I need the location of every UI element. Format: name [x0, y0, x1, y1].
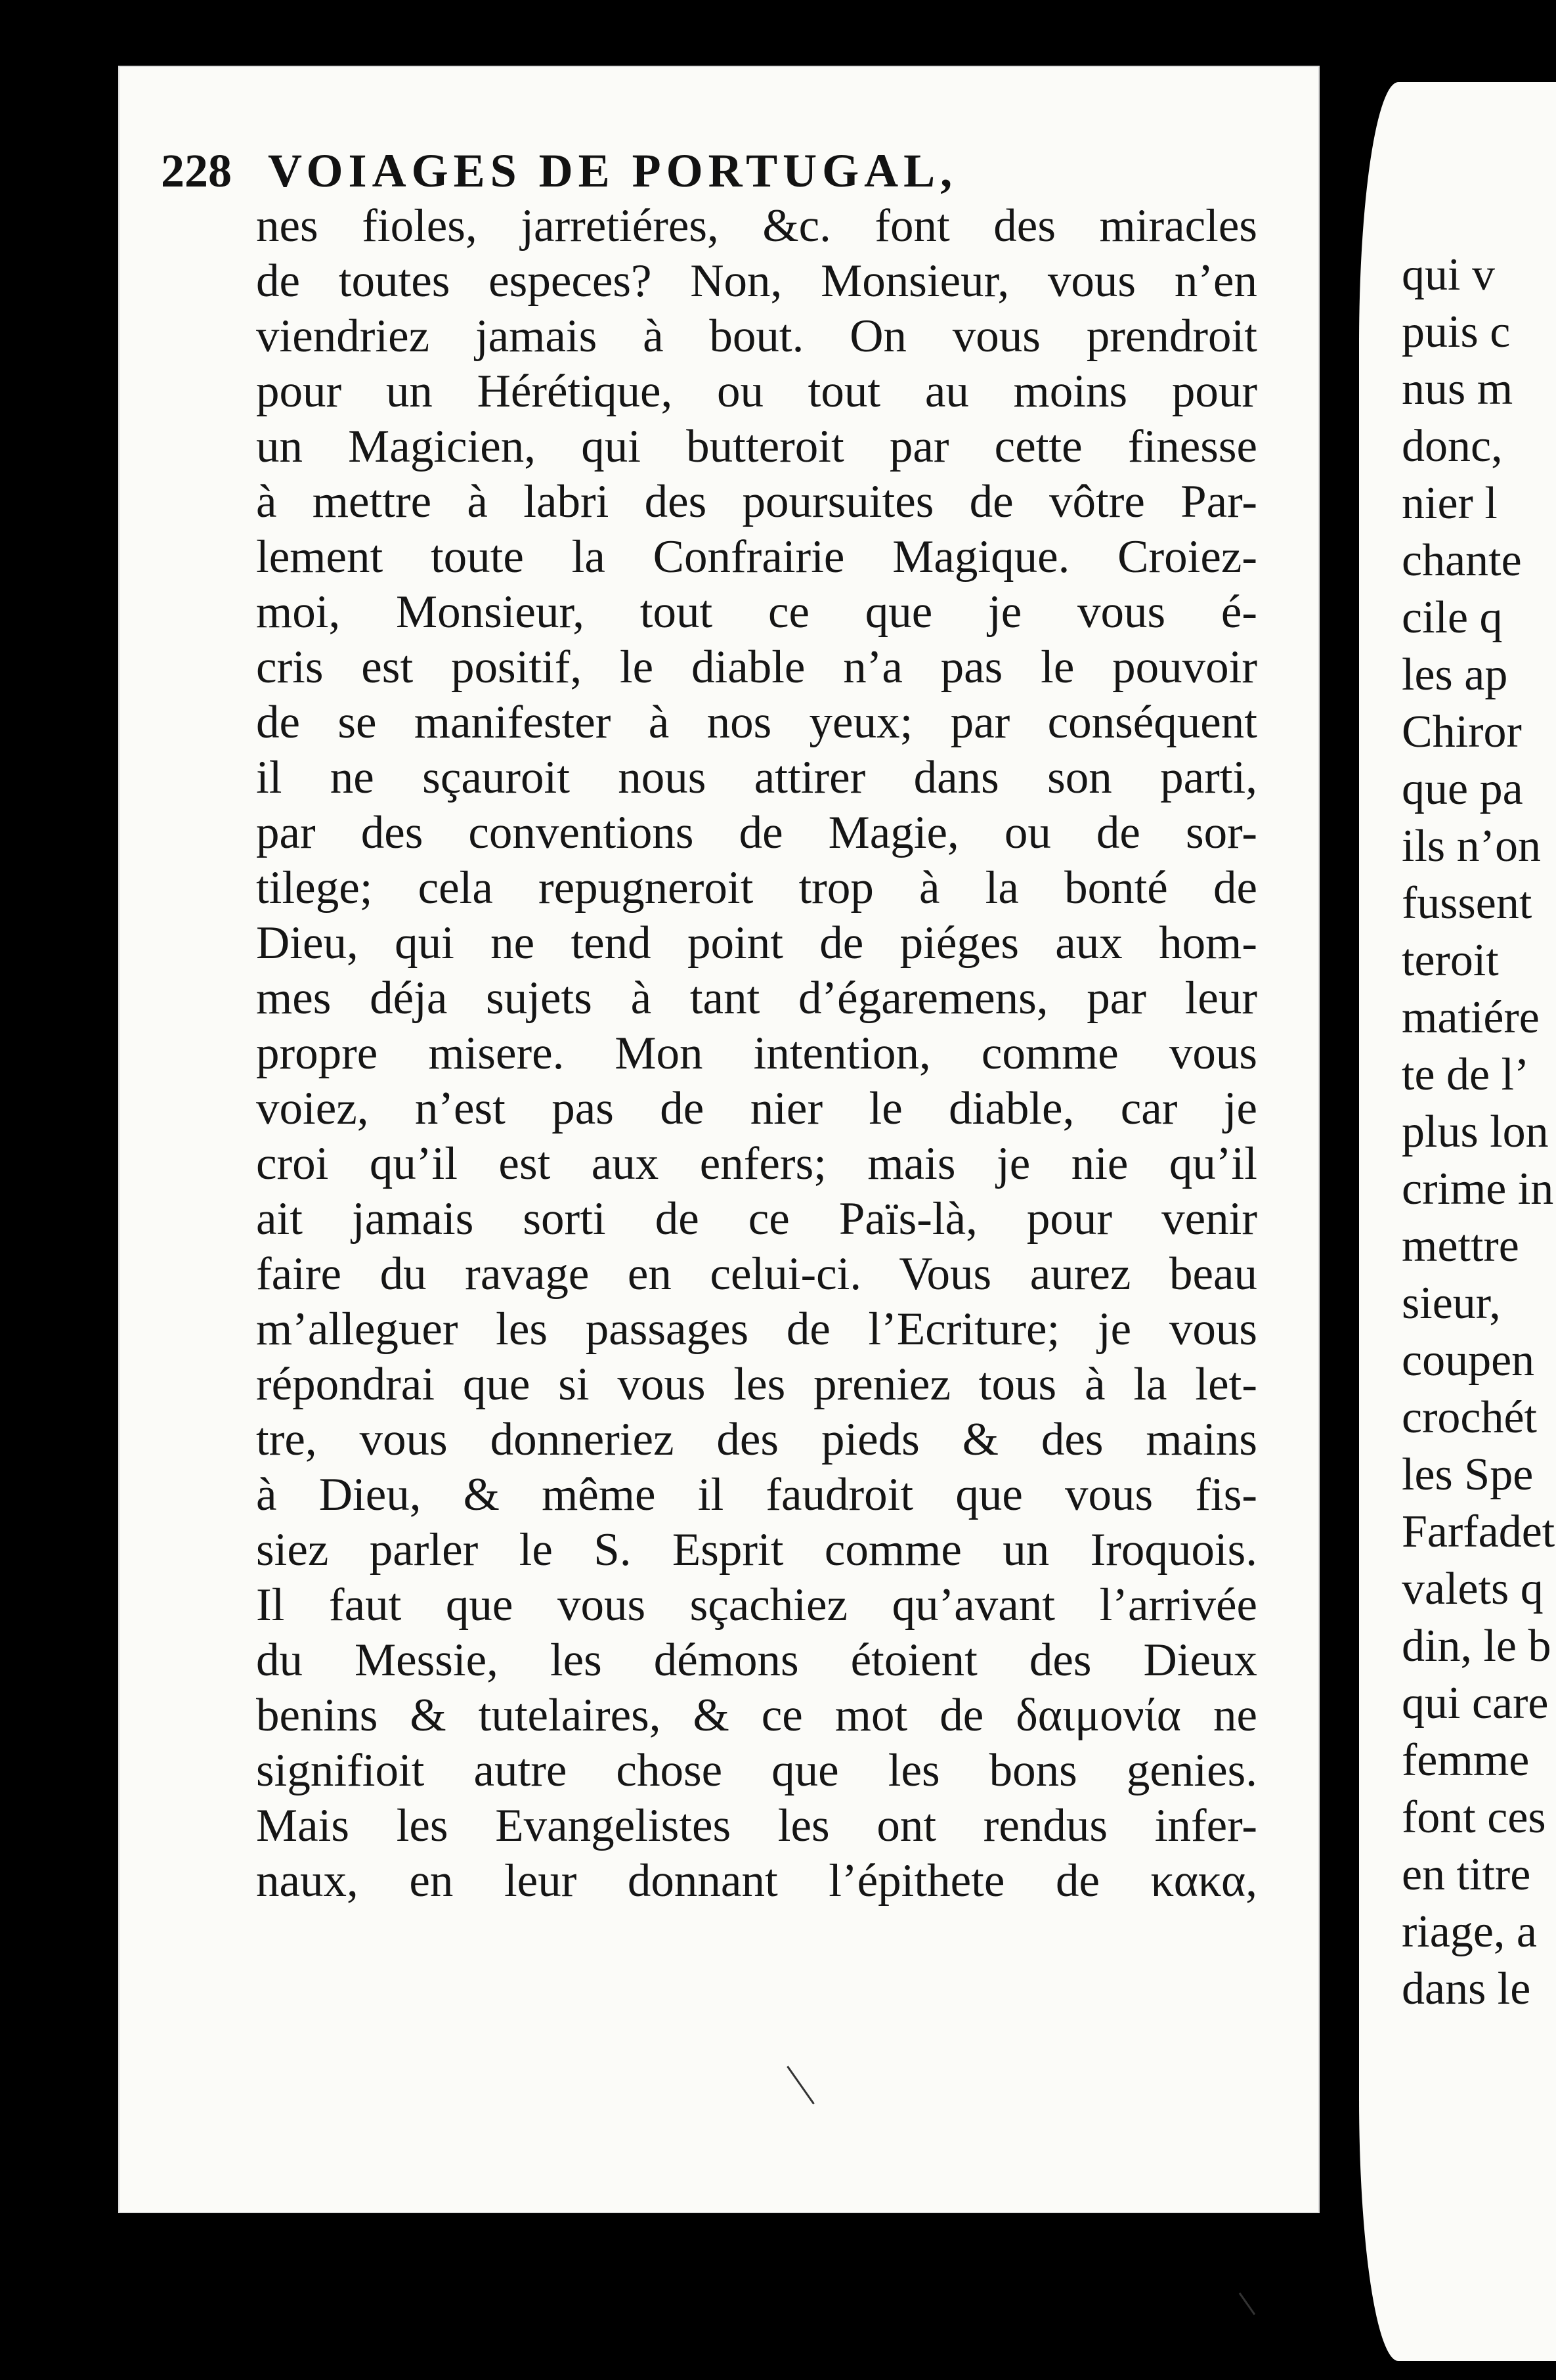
text-line: répondrai que si vous les preniez tous à la let- [256, 1359, 1257, 1410]
partial-text-line: valets q [1402, 1564, 1544, 1614]
partial-text-line: plus lon [1402, 1107, 1549, 1157]
partial-text-line: donc, [1402, 421, 1503, 472]
text-line: nes fioles, jarretiéres, &c. font des miracles [256, 200, 1257, 252]
text-line: benins & tutelaires, & ce mot de δαιμονία ne [256, 1690, 1257, 1741]
partial-text-line: les ap [1402, 650, 1508, 700]
text-line: siez parler le S. Esprit comme un Iroquois. [256, 1524, 1257, 1576]
text-line: signifioit autre chose que les bons genies. [256, 1745, 1257, 1796]
text-line: Mais les Evangelistes les ont rendus infer- [256, 1800, 1257, 1851]
text-line: un Magicien, qui butteroit par cette finesse [256, 421, 1257, 472]
partial-text-line: Farfadet [1402, 1507, 1555, 1557]
text-line: à Dieu, & même il faudroit que vous fis- [256, 1469, 1257, 1520]
partial-text-line: te de l’ [1402, 1049, 1530, 1100]
partial-text-line: teroit [1402, 935, 1499, 986]
partial-text-line: que pa [1402, 764, 1523, 814]
text-line: de se manifester à nos yeux; par conséquent [256, 697, 1257, 748]
text-line: Dieu, qui ne tend point de piéges aux hom- [256, 917, 1257, 969]
partial-text-line: sieur, [1402, 1278, 1501, 1329]
page-number: 228 [161, 144, 232, 197]
text-line: Il faut que vous sçachiez qu’avant l’arrivée [256, 1579, 1257, 1631]
partial-text-line: font ces [1402, 1792, 1546, 1843]
text-line: croi qu’il est aux enfers; mais je nie qu’il [256, 1138, 1257, 1189]
partial-text-line: puis c [1402, 307, 1511, 357]
text-line: faire du ravage en celui-ci. Vous aurez beau [256, 1248, 1257, 1300]
partial-text-line: ils n’on [1402, 821, 1541, 871]
text-line: lement toute la Confrairie Magique. Croiez- [256, 531, 1257, 583]
partial-text-line: Chiror [1402, 707, 1522, 757]
text-line: cris est positif, le diable n’a pas le pouvoir [256, 642, 1257, 693]
partial-text-line: fussent [1402, 878, 1532, 929]
text-line: naux, en leur donnant l’épithete de κακα, [256, 1855, 1257, 1906]
text-line: par des conventions de Magie, ou de sor- [256, 807, 1257, 858]
partial-text-line: matiére [1402, 992, 1540, 1043]
partial-text-line: chante [1402, 535, 1522, 586]
text-line: voiez, n’est pas de nier le diable, car je [256, 1083, 1257, 1134]
text-line: pour un Hérétique, ou tout au moins pour [256, 366, 1257, 417]
partial-text-line: riage, a [1402, 1906, 1537, 1957]
partial-text-line: dans le [1402, 1964, 1531, 2014]
partial-text-line: cile q [1402, 592, 1503, 643]
text-line: mes déja sujets à tant d’égaremens, par leur [256, 973, 1257, 1024]
left-page-body-text [256, 198, 1257, 1908]
text-line: tre, vous donneriez des pieds & des mains [256, 1414, 1257, 1465]
text-line: de toutes especes? Non, Monsieur, vous n’en [256, 255, 1257, 307]
text-line: m’alleguer les passages de l’Ecriture; je vous [256, 1304, 1257, 1355]
running-head [161, 135, 1238, 206]
partial-text-line: nier l [1402, 478, 1498, 529]
partial-text-line: qui v [1402, 250, 1495, 300]
text-line: propre misere. Mon intention, comme vous [256, 1028, 1257, 1079]
running-title: VOIAGES DE PORTUGAL, [268, 144, 958, 197]
right-page-partial-text [1402, 246, 1555, 2017]
partial-text-line: crochét [1402, 1392, 1537, 1443]
text-line: il ne sçauroit nous attirer dans son parti, [256, 752, 1257, 803]
partial-text-line: qui care [1402, 1678, 1549, 1729]
text-line: à mettre à labri des poursuites de vôtre Par- [256, 476, 1257, 527]
text-line: tilege; cela repugneroit trop à la bonté de [256, 862, 1257, 914]
partial-text-line: femme [1402, 1735, 1530, 1786]
partial-text-line: mettre [1402, 1221, 1519, 1271]
text-line: ait jamais sorti de ce Païs-là, pour venir [256, 1193, 1257, 1245]
text-line: moi, Monsieur, tout ce que je vous é- [256, 586, 1257, 638]
partial-text-line: coupen [1402, 1335, 1535, 1386]
partial-text-line: nus m [1402, 364, 1513, 414]
text-line: du Messie, les démons étoient des Dieux [256, 1635, 1257, 1686]
partial-text-line: crime in [1402, 1164, 1554, 1214]
text-line: viendriez jamais à bout. On vous prendroit [256, 311, 1257, 362]
partial-text-line: les Spe [1402, 1449, 1534, 1500]
partial-text-line: din, le b [1402, 1621, 1551, 1671]
partial-text-line: en titre [1402, 1849, 1531, 1900]
